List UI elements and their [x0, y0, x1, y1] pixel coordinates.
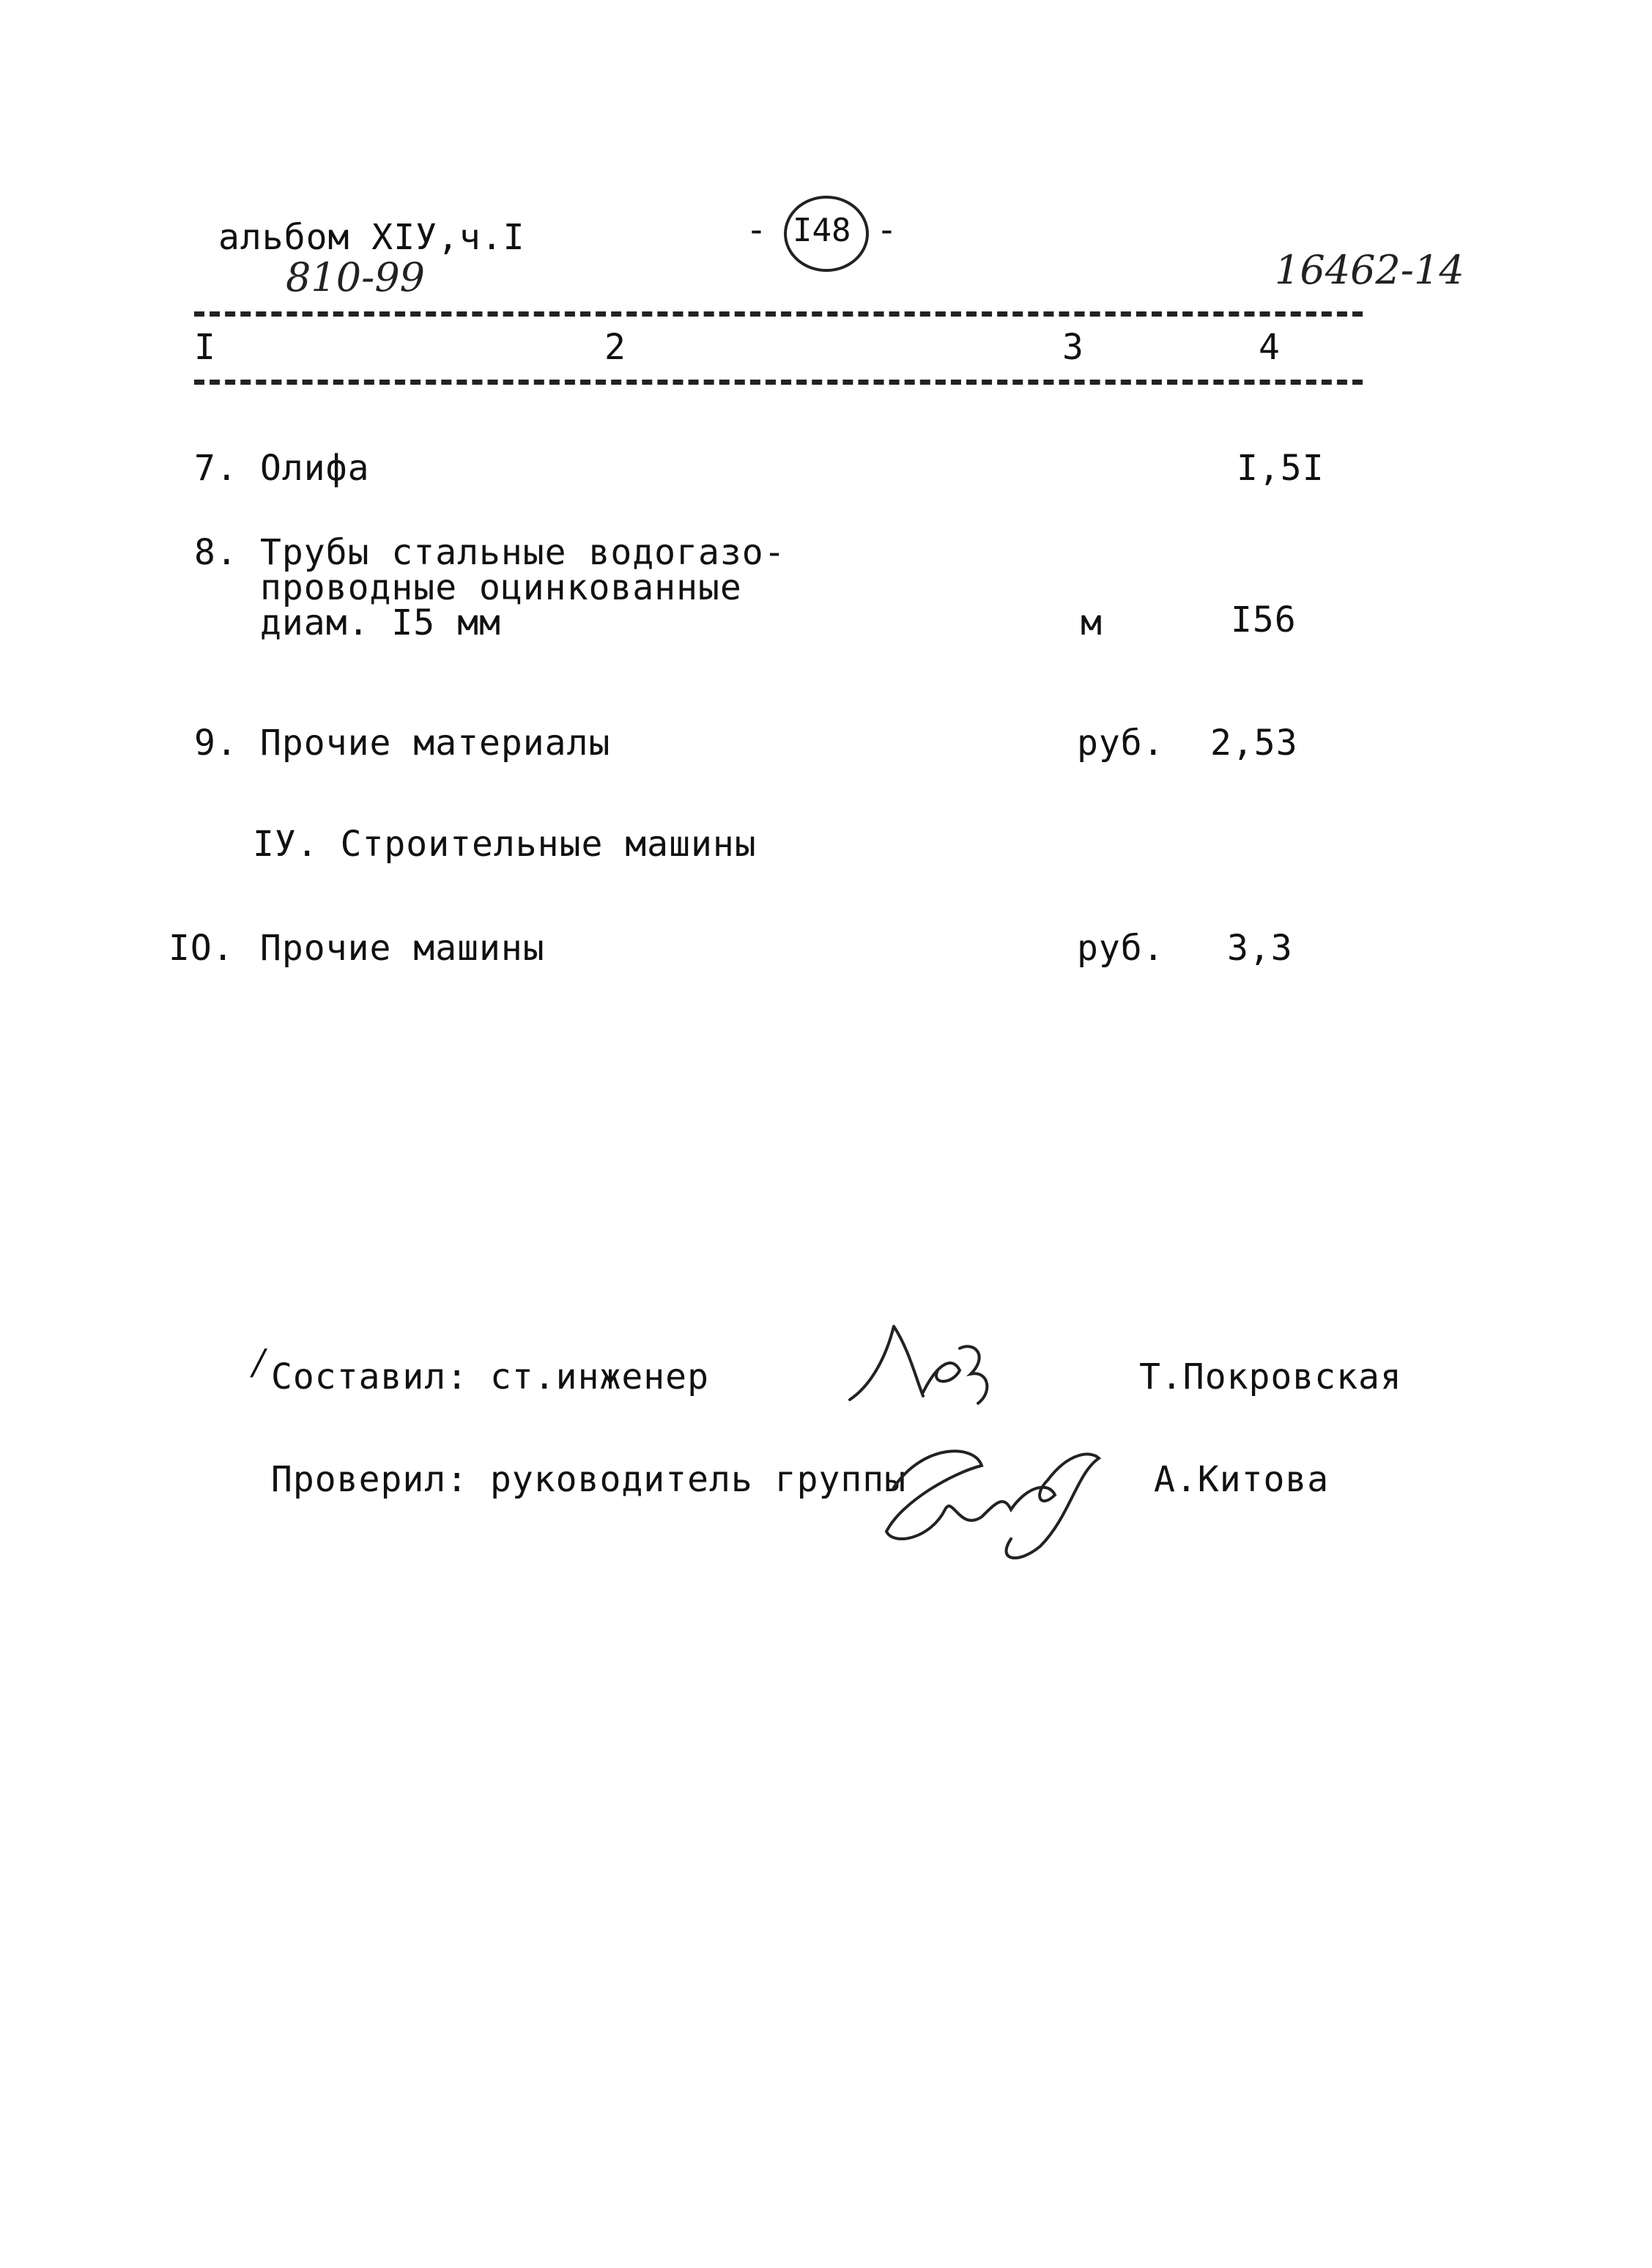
row-name: Трубы стальные водогазо-	[260, 532, 786, 573]
checker-name: А.Китова	[1154, 1459, 1330, 1500]
row-unit: м	[1081, 602, 1103, 643]
row-value: I56	[1231, 599, 1297, 640]
column-header-2: 2	[604, 327, 626, 368]
row-number: 9.	[194, 723, 238, 764]
column-header-1: I	[194, 327, 216, 368]
album-label: альбом XIУ,ч.I	[218, 217, 525, 258]
compiled-by-label: Составил: ст.инженер	[271, 1356, 709, 1397]
section-heading: IУ. Строительные машины	[253, 824, 757, 865]
row-unit: руб.	[1077, 723, 1165, 764]
row-value: I,5I	[1237, 448, 1325, 489]
signature-compiler	[842, 1312, 1040, 1422]
row-number: 8.	[194, 532, 238, 573]
row-name: диам. I5 мм	[260, 602, 501, 643]
row-name: проводные оцинкованные	[260, 567, 742, 608]
row-value: 3,3	[1227, 928, 1293, 969]
compiler-name: Т.Покровская	[1139, 1356, 1402, 1397]
row-value: 2,53	[1210, 723, 1298, 764]
row-number: IO.	[168, 928, 234, 969]
row-name: Прочие материалы	[260, 723, 611, 764]
row-unit: руб.	[1077, 928, 1165, 969]
table-rule-bottom	[194, 380, 1363, 385]
document-code-handwritten: 16462-14	[1275, 247, 1464, 293]
page-number: I48	[793, 212, 851, 249]
album-handwritten-number: 810-99	[286, 254, 426, 300]
signature-checker	[872, 1429, 1114, 1568]
checked-by-label: Проверил: руководитель группы	[271, 1459, 907, 1500]
column-header-4: 4	[1259, 327, 1281, 368]
page-number-stamp	[740, 194, 908, 267]
column-header-3: 3	[1062, 327, 1084, 368]
table-rule-top	[194, 311, 1363, 317]
page-number-dash-right: -	[876, 210, 898, 251]
row-name: Прочие машины	[260, 928, 545, 969]
row-number: 7.	[194, 448, 238, 489]
row-name: Олифа	[260, 448, 370, 489]
handwritten-mark: /	[253, 1342, 266, 1383]
page-number-dash-left: -	[746, 210, 768, 251]
